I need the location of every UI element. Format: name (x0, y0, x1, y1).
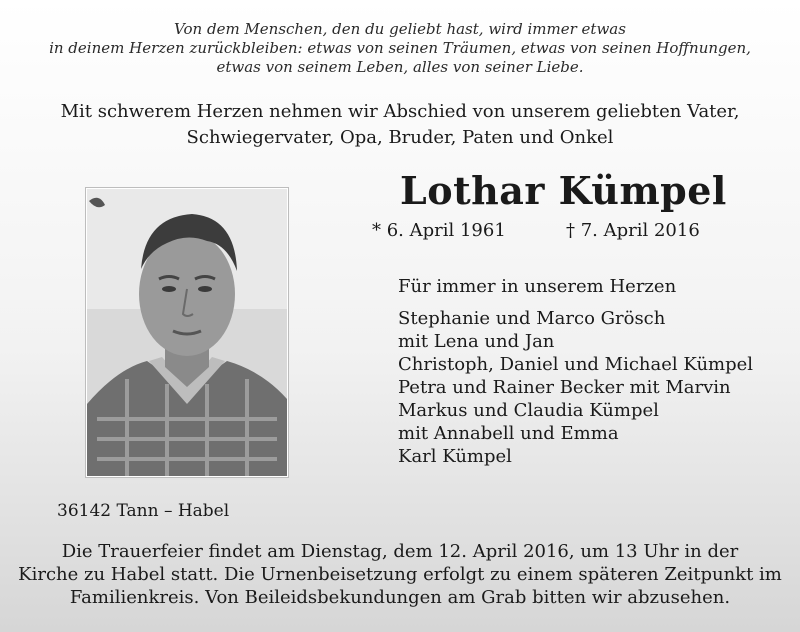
mourner-line: Christoph, Daniel und Michael Kümpel (398, 354, 754, 375)
intro-line: Schwiegervater, Opa, Bruder, Paten und Onkel (186, 127, 614, 148)
funeral-notice (0, 540, 800, 609)
notice-line: Kirche zu Habel statt. Die Urnenbeisetzung erfolgt zu einem späteren Zeitpunkt im (18, 564, 782, 585)
portrait-illustration (87, 189, 287, 476)
notice-line: Familienkreis. Von Beileidsbekundungen am Grab bitten wir abzusehen. (69, 587, 731, 608)
death-date: † 7. April 2016 (566, 220, 700, 241)
deceased-name: Lothar Kümpel (400, 168, 727, 213)
farewell-intro (0, 99, 800, 151)
mourners-list (398, 275, 753, 468)
birth-date: * 6. April 1961 (372, 220, 506, 241)
intro-line: Mit schwerem Herzen nehmen wir Abschied von unserem geliebten Vater, (60, 101, 740, 122)
location: 36142 Tann – Habel (57, 501, 230, 521)
quote-line: in deinem Herzen zurückbleiben: etwas von seinen Träumen, etwas von seinen Hoffnungen, (49, 39, 751, 57)
memorial-quote (0, 20, 800, 77)
mourner-line: Petra und Rainer Becker mit Marvin (398, 377, 731, 398)
mourner-line: Stephanie und Marco Grösch (398, 308, 666, 329)
mourner-line: Karl Kümpel (398, 446, 512, 467)
notice-line: Die Trauerfeier findet am Dienstag, dem 12. April 2016, um 13 Uhr in der (61, 541, 739, 562)
portrait-photo (86, 188, 288, 477)
mourner-line: mit Lena und Jan (398, 331, 555, 352)
quote-line: etwas von seinem Leben, alles von seiner Liebe. (216, 58, 584, 76)
mourner-line: mit Annabell und Emma (398, 423, 619, 444)
mourners-tagline: Für immer in unserem Herzen (398, 276, 677, 297)
mourner-line: Markus und Claudia Kümpel (398, 400, 659, 421)
quote-line: Von dem Menschen, den du geliebt hast, wird immer etwas (174, 20, 626, 38)
